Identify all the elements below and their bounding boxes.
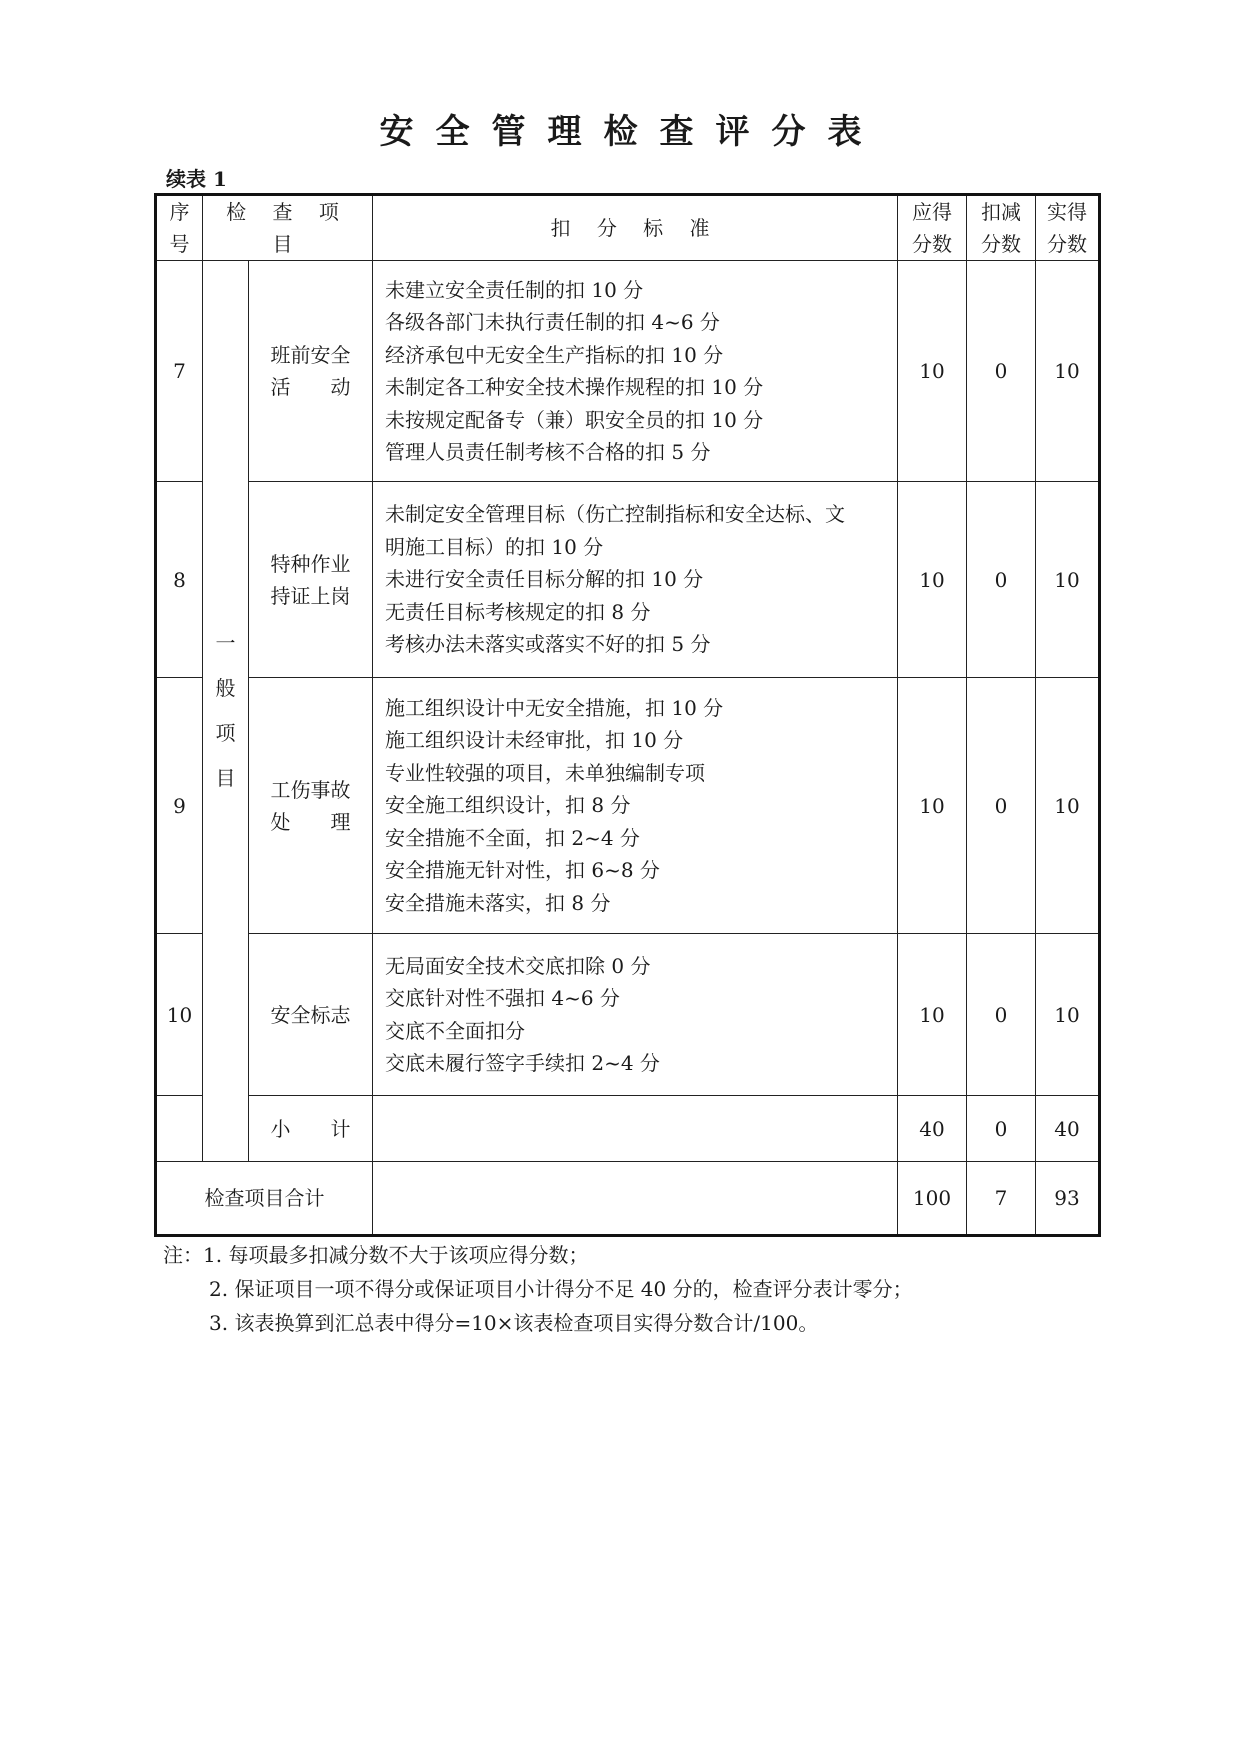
- row-actual-score: 10: [1036, 678, 1100, 934]
- table-subtitle: 续表 1: [166, 167, 227, 191]
- row-seq: 9: [156, 678, 203, 934]
- notes: [163, 1238, 913, 1340]
- subtotal-row: [156, 1096, 1100, 1162]
- subtotal-criteria: [373, 1096, 898, 1162]
- total-label: 检查项目合计: [156, 1162, 373, 1236]
- row-item-name: 特种作业 持证上岗: [249, 482, 373, 678]
- row-item-name: 安全标志: [249, 934, 373, 1096]
- row-seq: 8: [156, 482, 203, 678]
- subtotal-seq: [156, 1096, 203, 1162]
- header-seq: 序 号: [156, 195, 203, 261]
- row-criteria: 施工组织设计中无安全措施，扣 10 分 施工组织设计未经审批，扣 10 分 专业性较强的项目，未单独编制专项 安全施工组织设计，扣 8 分 安全措施不全面，扣 2~4 分 安全措施无针对性，扣 6~8 分 安全措施未落实，扣 8 分: [373, 678, 898, 934]
- header-criteria: 扣 分 标 准: [373, 195, 898, 261]
- table-row: [156, 678, 1100, 934]
- row-seq: 7: [156, 261, 203, 482]
- header-deduct-score: 扣减 分数: [967, 195, 1036, 261]
- row-actual-score: 10: [1036, 934, 1100, 1096]
- header-actual-score: 实得 分数: [1036, 195, 1100, 261]
- subtotal-actual-score: 40: [1036, 1096, 1100, 1162]
- header-item: 检 查 项 目: [203, 195, 373, 261]
- row-criteria: 未建立安全责任制的扣 10 分 各级各部门未执行责任制的扣 4~6 分 经济承包中无安全生产指标的扣 10 分 未制定各工种安全技术操作规程的扣 10 分 未按规定配备专（兼）职安全员的扣 10 分 管理人员责任制考核不合格的扣 5 分: [373, 261, 898, 482]
- document-title: 安全管理检查评分表: [379, 112, 884, 152]
- table-row: [156, 482, 1100, 678]
- subtotal-label: 小 计: [249, 1096, 373, 1162]
- note-3: 3. 该表换算到汇总表中得分=10×该表检查项目实得分数合计/100。: [209, 1311, 819, 1335]
- row-actual-score: 10: [1036, 261, 1100, 482]
- total-due-score: 100: [898, 1162, 967, 1236]
- total-deduct-score: 7: [967, 1162, 1036, 1236]
- row-due-score: 10: [898, 261, 967, 482]
- note-1: 注：1. 每项最多扣减分数不大于该项应得分数；: [163, 1243, 589, 1267]
- header-row: [156, 195, 1100, 261]
- row-item-name: 工伤事故 处 理: [249, 678, 373, 934]
- row-item-name: 班前安全 活 动: [249, 261, 373, 482]
- row-due-score: 10: [898, 482, 967, 678]
- total-criteria: [373, 1162, 898, 1236]
- table-row: [156, 934, 1100, 1096]
- row-deduct-score: 0: [967, 678, 1036, 934]
- row-due-score: 10: [898, 934, 967, 1096]
- row-due-score: 10: [898, 678, 967, 934]
- table-row: [156, 261, 1100, 482]
- row-actual-score: 10: [1036, 482, 1100, 678]
- row-deduct-score: 0: [967, 261, 1036, 482]
- subtotal-due-score: 40: [898, 1096, 967, 1162]
- subtotal-deduct-score: 0: [967, 1096, 1036, 1162]
- note-2: 2. 保证项目一项不得分或保证项目小计得分不足 40 分的，检查评分表计零分；: [209, 1277, 913, 1301]
- header-due-score: 应得 分数: [898, 195, 967, 261]
- row-seq: 10: [156, 934, 203, 1096]
- total-row: [156, 1162, 1100, 1236]
- total-actual-score: 93: [1036, 1162, 1100, 1236]
- score-table: [154, 193, 1101, 1237]
- row-criteria: 无局面安全技术交底扣除 0 分 交底针对性不强扣 4~6 分 交底不全面扣分 交底未履行签字手续扣 2~4 分: [373, 934, 898, 1096]
- row-deduct-score: 0: [967, 482, 1036, 678]
- row-criteria: 未制定安全管理目标（伤亡控制指标和安全达标、文 明施工目标）的扣 10 分 未进行安全责任目标分解的扣 10 分 无责任目标考核规定的扣 8 分 考核办法未落实或落实不好的扣 5 分: [373, 482, 898, 678]
- row-deduct-score: 0: [967, 934, 1036, 1096]
- category-cell: 一 般 项 目: [203, 261, 249, 1162]
